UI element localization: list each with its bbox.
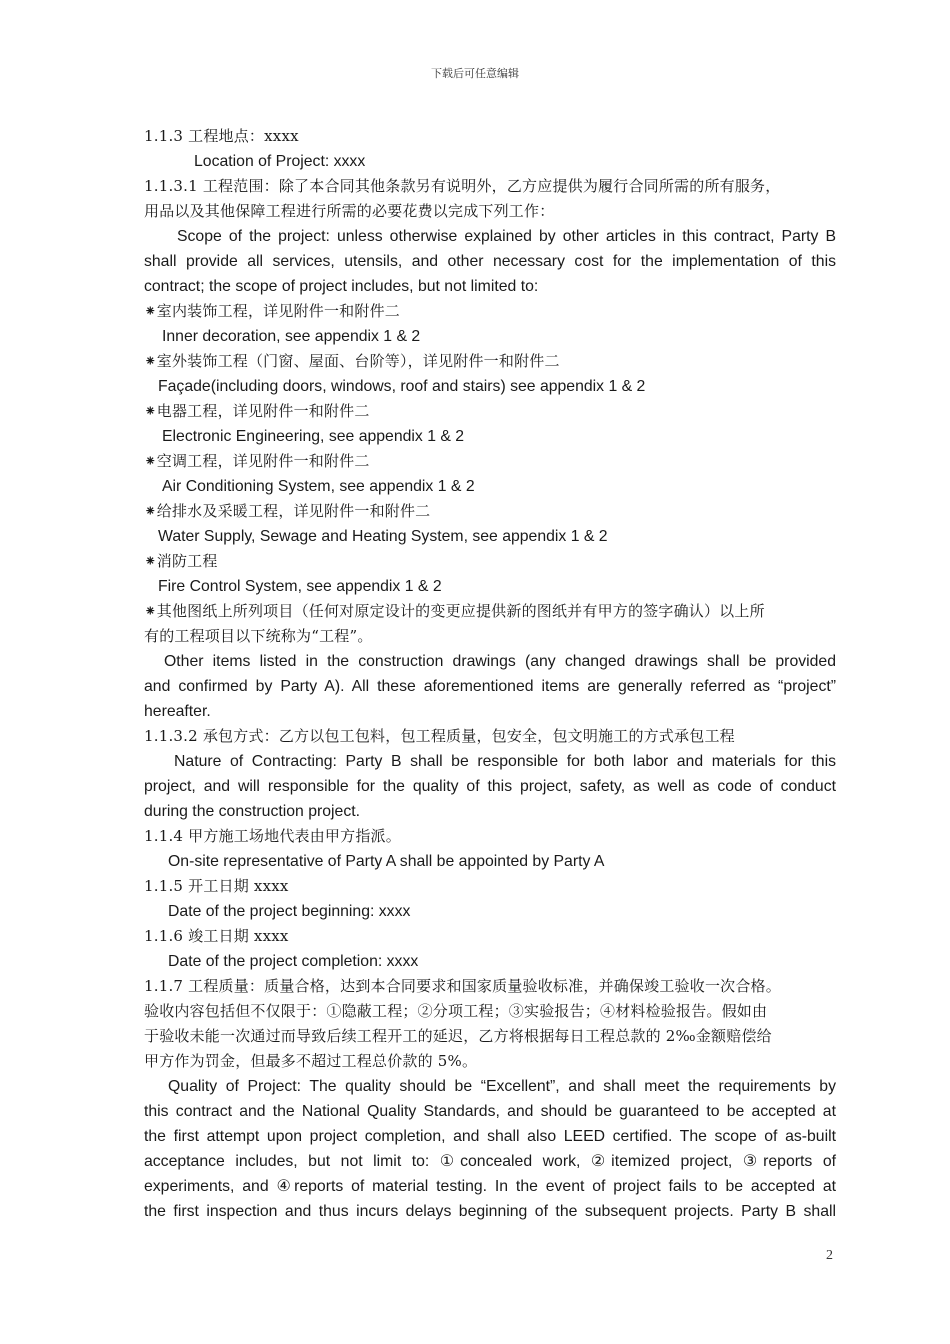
text-line: Date of the project completion: xxxx — [168, 953, 419, 970]
text-line: Location of Project: xxxx — [194, 153, 366, 170]
page-number: 2 — [826, 1248, 833, 1263]
text-line: Inner decoration, see appendix 1 & 2 — [162, 328, 421, 345]
text-line: 1.1.3.2 承包方式：乙方以包工包料，包工程质量，包安全，包文明施工的方式承包工程 — [144, 727, 735, 745]
text-line: the first inspection and thus incurs delays beginning of the subsequent projects. Party B shall — [144, 1203, 836, 1220]
text-line: 1.1.7 工程质量：质量合格，达到本合同要求和国家质量验收标准，并确保竣工验收一次合格。 — [144, 977, 781, 995]
text-line: ⁕消防工程 — [144, 552, 218, 570]
text-line: ⁕电器工程，详见附件一和附件二 — [144, 402, 370, 420]
text-line: ⁕室外装饰工程（门窗、屋面、台阶等），详见附件一和附件二 — [144, 352, 560, 370]
text-line: 有的工程项目以下统称为“工程”。 — [144, 627, 373, 645]
text-line: 1.1.4 甲方施工场地代表由甲方指派。 — [144, 827, 401, 845]
text-line: during the construction project. — [144, 803, 361, 820]
text-line: Water Supply, Sewage and Heating System, see appendix 1 & 2 — [158, 528, 608, 545]
text-line: ⁕室内装饰工程，详见附件一和附件二 — [144, 302, 400, 320]
text-line: Other items listed in the construction drawings (any changed drawings shall be provided — [164, 653, 836, 670]
text-line: Fire Control System, see appendix 1 & 2 — [158, 578, 442, 595]
text-line: shall provide all services, utensils, and other necessary cost for the implementation of this — [144, 253, 836, 270]
text-line: contract; the scope of project includes, but not limited to: — [144, 278, 539, 295]
text-line: 1.1.6 竣工日期 xxxx — [144, 927, 289, 945]
text-line: ⁕其他图纸上所列项目（任何对原定设计的变更应提供新的图纸并有甲方的签字确认）以上所 — [144, 602, 765, 620]
text-line: ⁕空调工程，详见附件一和附件二 — [144, 452, 370, 470]
text-line: 1.1.5 开工日期 xxxx — [144, 877, 289, 895]
text-line: Nature of Contracting: Party B shall be responsible for both labor and materials for this — [174, 753, 836, 770]
text-line: Air Conditioning System, see appendix 1 & 2 — [162, 478, 475, 495]
text-line: 1.1.3 工程地点：xxxx — [144, 127, 299, 145]
text-line: experiments, and ④reports of material testing. In the event of project fails to be accepted at — [144, 1178, 836, 1195]
text-line: 验收内容包括但不仅限于：①隐蔽工程；②分项工程；③实验报告；④材料检验报告。假如由 — [144, 1002, 768, 1020]
text-line: ⁕给排水及采暖工程，详见附件一和附件二 — [144, 502, 431, 520]
text-line: On-site representative of Party A shall be appointed by Party A — [168, 853, 605, 870]
text-line: Scope of the project: unless otherwise explained by other articles in this contract, Party B — [177, 228, 836, 245]
text-line: the first attempt upon project completion, and shall also LEED certified. The scope of as-built — [144, 1128, 836, 1145]
text-line: hereafter. — [144, 703, 211, 720]
text-line: acceptance includes, but not limit to: ①concealed work, ②itemized project, ③reports of — [144, 1153, 836, 1170]
text-line: Quality of Project: The quality should be “Excellent”, and shall meet the requirements by — [168, 1078, 836, 1095]
text-line: 用品以及其他保障工程进行所需的必要花费以完成下列工作： — [144, 202, 555, 220]
text-line: 甲方作为罚金，但最多不超过工程总价款的 5%。 — [144, 1052, 478, 1070]
document-body — [144, 124, 836, 1224]
text-line: Electronic Engineering, see appendix 1 & 2 — [162, 428, 465, 445]
text-line: Date of the project beginning: xxxx — [168, 903, 411, 920]
text-line: 1.1.3.1 工程范围：除了本合同其他条款另有说明外，乙方应提供为履行合同所需的所有服务， — [144, 177, 781, 195]
text-line: and confirmed by Party A). All these aforementioned items are generally referred as “project” — [144, 678, 836, 695]
text-line: Façade(including doors, windows, roof and stairs) see appendix 1 & 2 — [158, 378, 646, 395]
page-header: 下载后可任意编辑 — [431, 67, 519, 80]
text-line: project, and will responsible for the quality of this project, safety, as well as code of conduct — [144, 778, 836, 795]
text-line: this contract and the National Quality Standards, and should be guaranteed to be accepted at — [144, 1103, 836, 1120]
text-line: 于验收未能一次通过而导致后续工程开工的延迟，乙方将根据每日工程总款的 2‰金额赔偿给 — [144, 1027, 772, 1045]
